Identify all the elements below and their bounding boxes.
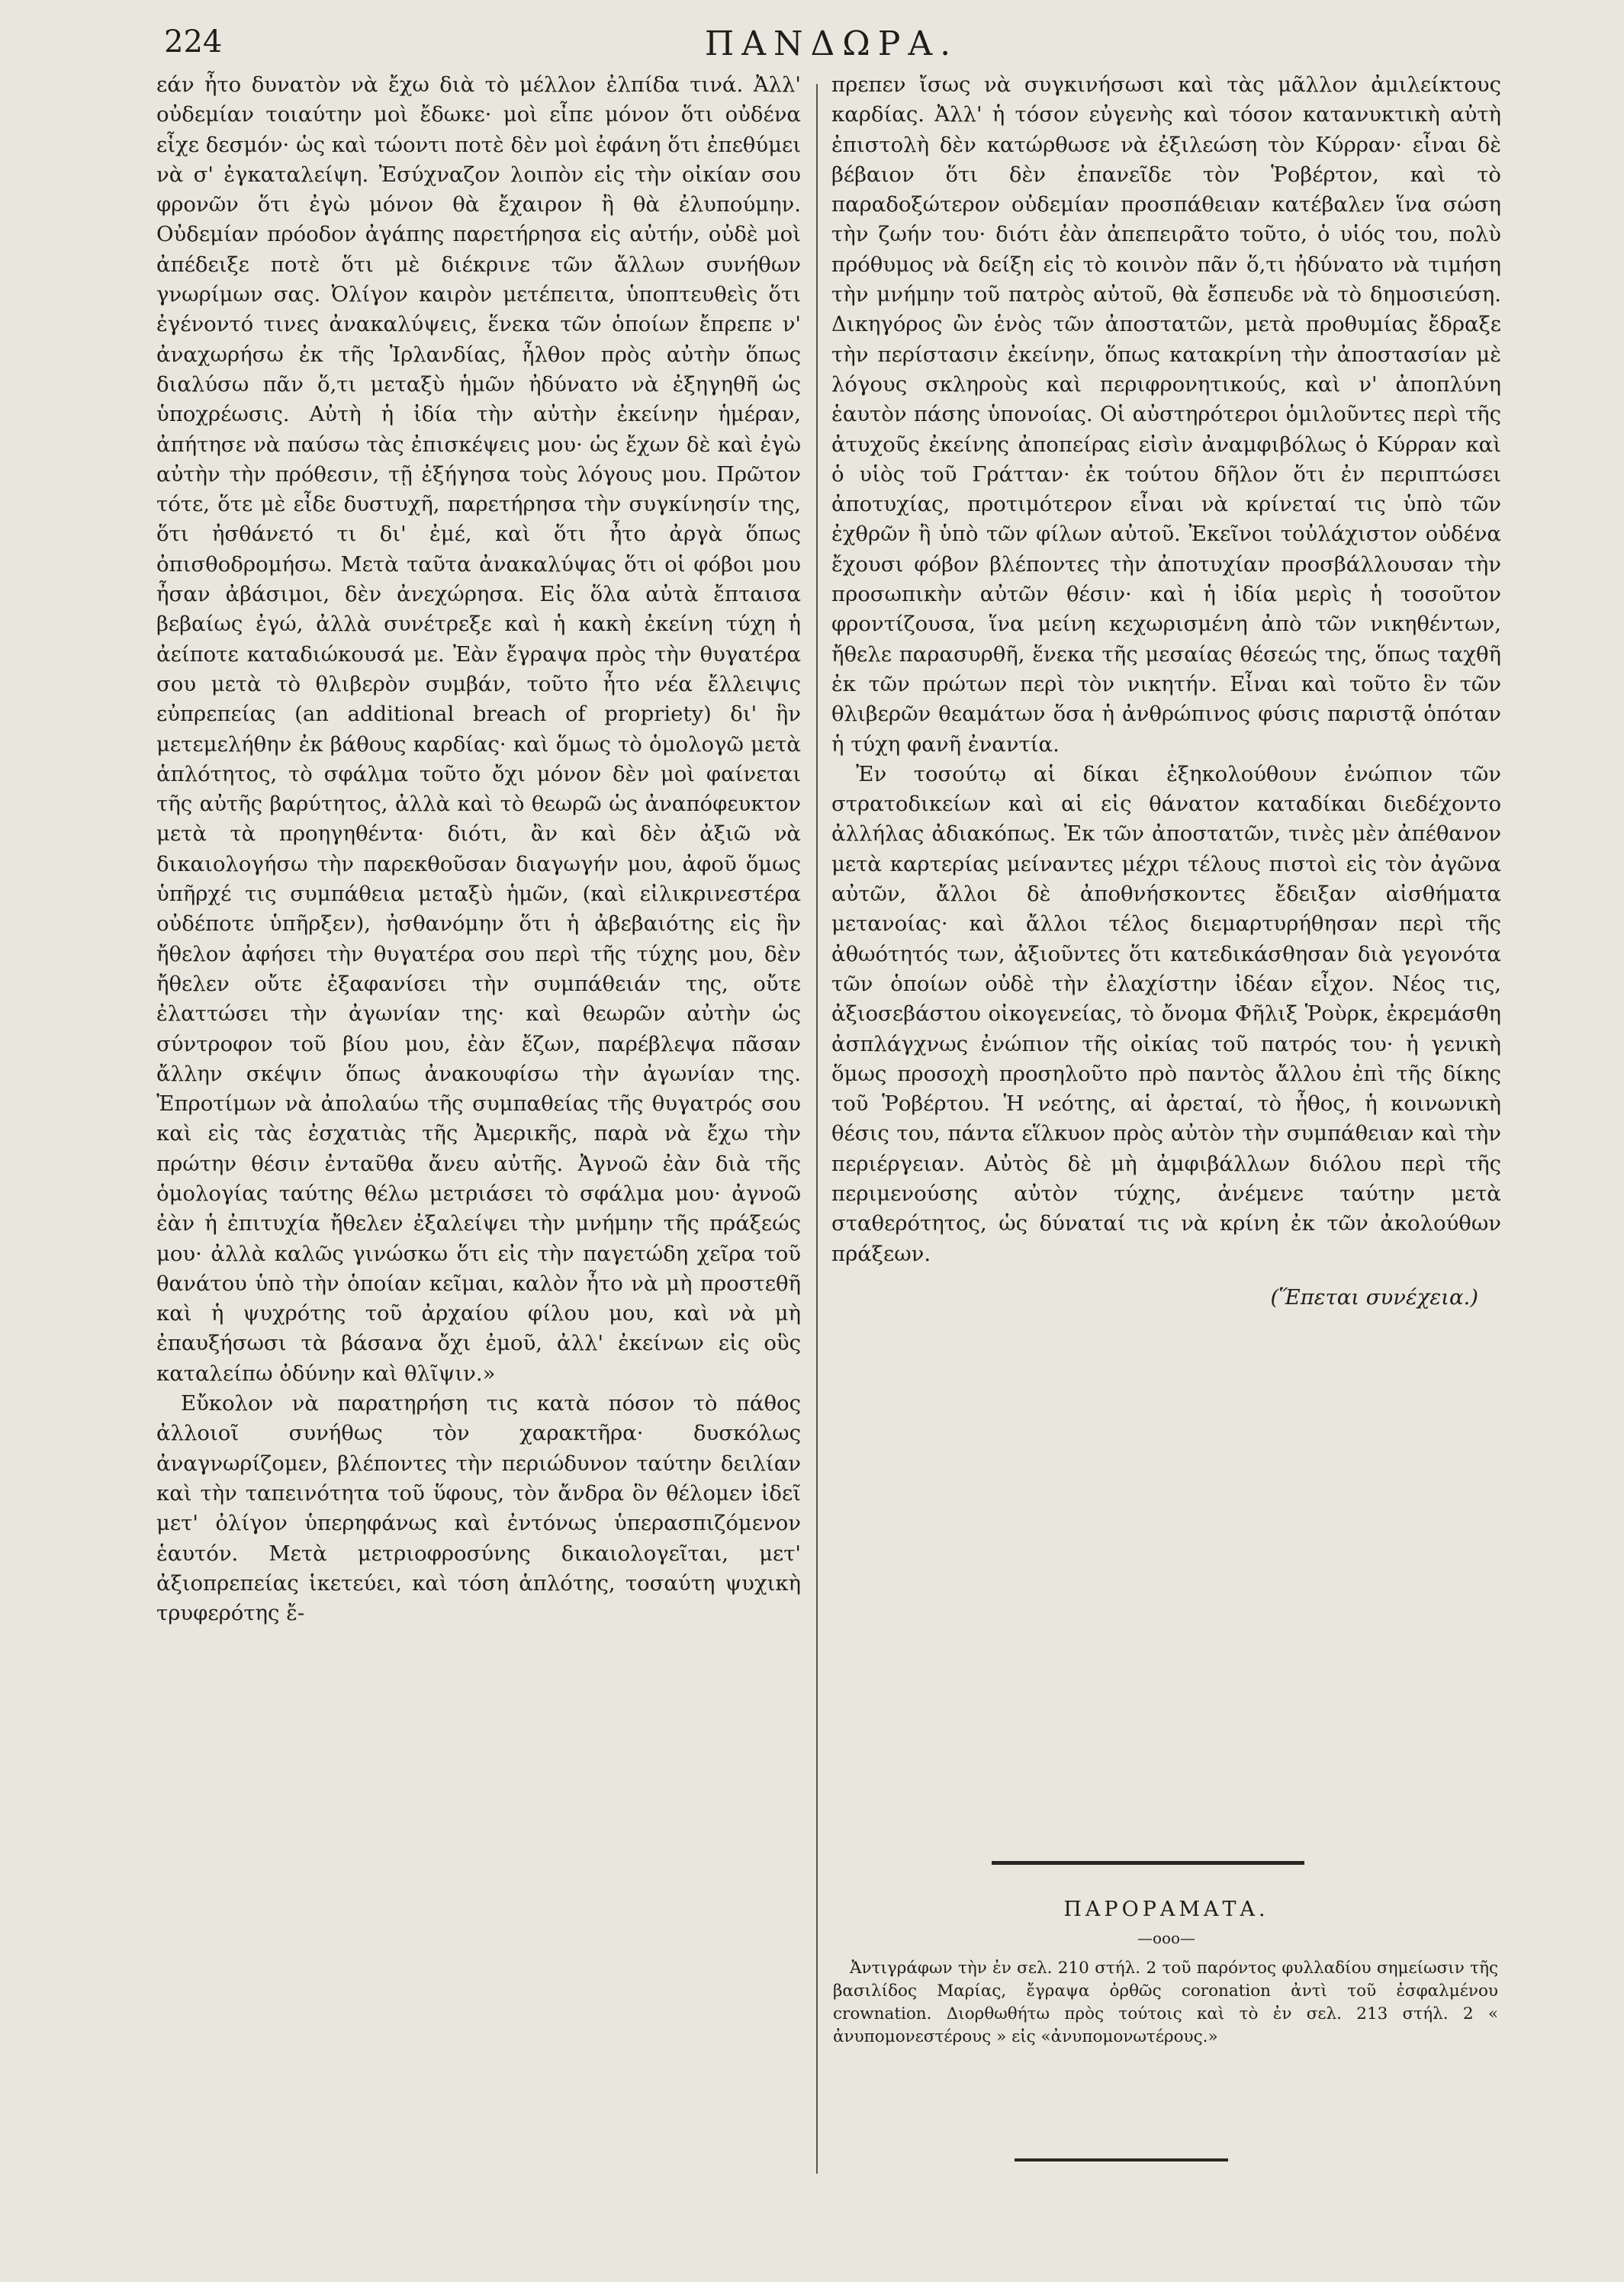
- errata-text: Ἀντιγράφων τὴν ἐν σελ. 210 στήλ. 2 τοῦ παρόντος φυλλαδίου σημείωσιν τῆς βασιλίδος Μαρίας, ἔγραψα ὀρθῶς coronation ἀντὶ τοῦ ἐσφαλμένου crownation. Διορθωθήτω πρὸς τούτοις καὶ τὸ ἐν σελ. 213 στήλ. 2 « ἀνυπομονεστέρους » εἰς «ἀνυπομονωτέρους.»: [833, 1959, 1498, 2046]
- page-number: 224: [164, 24, 223, 59]
- left-column: [156, 70, 801, 1628]
- section-rule: [992, 1861, 1304, 1865]
- right-column: [831, 70, 1501, 1313]
- left-paragraph-1: εάν ἦτο δυνατὸν νὰ ἔχω διὰ τὸ μέλλον ἐλπίδα τινά. Ἀλλ' οὐδεμίαν τοιαύτην μοὶ ἔδωκε· μοὶ εἶπε μόνον ὅτι οὐδένα εἶχε δεσμόν· ὡς καὶ τώοντι ποτὲ δὲν μοὶ ἐφάνη ὅτι ἐπεθύμει νὰ σ' ἐγκαταλείψη. Ἐσύχναζον λοιπὸν εἰς τὴν οἰκίαν σου φρονῶν ὅτι ἐγὼ μόνον θὰ ἔχαιρον ἢ θὰ ἐλυπούμην. Οὐδεμίαν πρόοδον ἀγάπης παρετήρησα εἰς αὐτήν, οὐδὲ μοὶ ἀπέδειξε ποτὲ ὅτι μὲ διέκρινε τῶν ἄλλων συνήθων γνωρίμων σας. Ὀλίγον καιρὸν μετέπειτα, ὑποπτευθεὶς ὅτι ἐγένοντό τινες ἀνακαλύψεις, ἕνεκα τῶν ὁποίων ἔπρεπε ν' ἀναχωρήσω ἐκ τῆς Ἰρλανδίας, ἦλθον πρὸς αὐτὴν ὅπως διαλύσω πᾶν ὅ,τι μεταξὺ ἡμῶν ἠδύνατο νὰ ἐξηγηθῆ ὡς ὑποχρέωσις. Αὐτὴ ἡ ἰδία τὴν αὐτὴν ἐκείνην ἡμέραν, ἀπήτησε νὰ παύσω τὰς ἐπισκέψεις μου· ὡς ἔχων δὲ καὶ ἐγὼ αὐτὴν τὴν πρόθεσιν, τῇ ἐξήγησα τοὺς λόγους μου. Πρῶτον τότε, ὅτε μὲ εἶδε δυστυχῆ, παρετήρησα τὴν συγκίνησίν της, ὅτι ἠσθάνετό τι δι' ἐμέ, καὶ ὅτι ἦτο ἀργὰ ὅπως ὀπισθοδρομήσω. Μετὰ ταῦτα ἀνακαλύψας ὅτι οἱ φόβοι μου ἦσαν ἀβάσιμοι, δὲν ἀνεχώρησα. Εἰς ὅλα αὐτὰ ἔπταισα βεβαίως ἐγώ, ἀλλὰ συνέτρεξε καὶ ἡ κακὴ ἐκείνη τύχη ἡ ἀείποτε καταδιώκουσά με. Ἐὰν ἔγραψα πρὸς τὴν θυγατέρα σου μετὰ τὸ θλιβερὸν συμβάν, τοῦτο ἦτο νέα ἔλλειψις εὐπρεπείας (an additional breach of propriety) δι' ἣν μετεμελήθην ἐκ βάθους καρδίας· καὶ ὅμως τὸ ὁμολογῶ μετὰ ἁπλότητος, τὸ σφάλμα τοῦτο ὄχι μόνον δὲν μοὶ φαίνεται τῆς αὐτῆς βαρύτητος, ἀλλὰ καὶ τὸ θεωρῶ ὡς ἀναπόφευκτον μετὰ τὰ προηγηθέντα· διότι, ἂν καὶ δὲν ἀξιῶ νὰ δικαιολογήσω τὴν παρεκθοῦσαν διαγωγήν μου, ἀφοῦ ὅμως ὑπῆρχέ τις συμπάθεια μεταξὺ ἡμῶν, (καὶ εἰλικρινεστέρα οὐδέποτε ὑπῆρξεν), ἠσθανόμην ὅτι ἡ ἀβεβαιότης εἰς ἣν ἤθελον ἀφήσει τὴν θυγατέρα σου περὶ τῆς τύχης μου, δὲν ἤθελεν οὔτε ἐξαφανίσει τὴν συμπάθειάν της, οὔτε ἐλαττώσει τὴν ἀγωνίαν της· καὶ θεωρῶν αὐτὴν ὡς σύντροφον τοῦ βίου μου, ἐὰν ἔζων, παρέβλεψα πᾶσαν ἄλλην σκέψιν ὅπως ἀνακουφίσω τὴν ἀγωνίαν της. Ἐπροτίμων νὰ ἀπολαύω τῆς συμπαθείας τῆς θυγατρός σου καὶ εἰς τὰς ἐσχατιὰς τῆς Ἀμερικῆς, παρὰ νὰ ἔχω τὴν πρώτην θέσιν ἐνταῦθα ἄνευ αὐτῆς. Ἀγνοῶ ἐὰν διὰ τῆς ὁμολογίας ταύτης θέλω μετριάσει τὸ σφάλμα μου· ἀγνοῶ ἐὰν ἡ ἐπιτυχία ἤθελεν ἐξαλείψει τὴν μνήμην τῆς πράξεώς μου· ἀλλὰ καλῶς γινώσκω ὅτι εἰς τὴν παγετώδη χεῖρα τοῦ θανάτου ὑπὸ τὴν ὁποίαν κεῖμαι, καλὸν ἦτο νὰ μὴ προστεθῆ καὶ ἡ ψυχρότης τοῦ ἀρχαίου φίλου μου, καὶ νὰ μὴ ἐπαυξήσωσι τὰ βάσανα ὄχι ἐμοῦ, ἀλλ' ἐκείνων εἰς οὓς καταλείπω ὀδύνην καὶ θλῖψιν.»: [156, 72, 801, 1386]
- closing-rule: [1015, 2158, 1228, 2161]
- left-paragraph-2: Εὔκολον νὰ παρατηρήση τις κατὰ πόσον τὸ πάθος ἀλλοιοῖ συνήθως τὸν χαρακτῆρα· δυσκόλως ἀναγνωρίζομεν, βλέποντες τὴν περιώδυνον ταύτην δειλίαν καὶ τὴν ταπεινότητα τοῦ ὕφους, τὸν ἄνδρα ὃν θέλομεν ἰδεῖ μετ' ὀλίγον ὑπερηφάνως καὶ ἐντόνως ὑπερασπιζόμενον ἑαυτόν. Μετὰ μετριοφροσύνης δικαιολογεῖται, μετ' ἀξιοπρεπείας ἱκετεύει, καὶ τόση ἁπλότης, τοσαύτη ψυχικὴ τρυφερότης ἔ-: [156, 1391, 801, 1626]
- right-paragraph-2: Ἐν τοσούτῳ αἱ δίκαι ἐξηκολούθουν ἐνώπιον τῶν στρατοδικείων καὶ αἱ εἰς θάνατον καταδίκαι διεδέχοντο ἀλλήλας ἀδιακόπως. Ἐκ τῶν ἀποστατῶν, τινὲς μὲν ἀπέθανον μετὰ καρτερίας μείναντες μέχρι τέλους πιστοὶ εἰς τὸν ἀγῶνα αὐτῶν, ἄλλοι δὲ ἀποθνήσκοντες ἔδειξαν αἰσθήματα μετανοίας· καὶ ἄλλοι τέλος διεμαρτυρήθησαν περὶ τῆς ἀθωότητός των, ἀξιοῦντες ὅτι κατεδικάσθησαν διὰ γεγονότα τῶν ὁποίων οὐδὲ τὴν ἐλαχίστην ἰδέαν εἶχον. Νέος τις, ἀξιοσεβάστου οἰκογενείας, τὸ ὄνομα Φῆλιξ Ῥοὺρκ, ἐκρεμάσθη ἀσπλάγχνως ἐνώπιον τῆς οἰκίας τοῦ πατρός του· ἡ γενικὴ ὅμως προσοχὴ προσηλοῦτο πρὸ παντὸς ἄλλου ἐπὶ τῆς δίκης τοῦ Ῥοβέρτου. Ἡ νεότης, αἱ ἀρεταί, τὸ ἦθος, ἡ κοινωνικὴ θέσις του, πάντα εἵλκυον πρὸς αὐτὸν τὴν συμπάθειαν καὶ τὴν περιέργειαν. Αὐτὸς δὲ μὴ ἀμφιβάλλων διόλου περὶ τῆς περιμενούσης αὐτὸν τύχης, ἀνέμενε ταύτην μετὰ σταθερότητος, ὡς δύναταί τις νὰ κρίνη ἐκ τῶν ἀκολούθων πράξεων.: [831, 761, 1501, 1266]
- errata-separator: —οοο—: [1137, 1929, 1196, 1947]
- column-divider: [816, 84, 818, 2174]
- continued-note: (Ἕπεται συνέχεια.): [1270, 1284, 1478, 1310]
- errata-heading: ΠΑΡΟΡΑΜΑΤΑ.: [1063, 1898, 1269, 1921]
- right-paragraph-1: πρεπεν ἴσως νὰ συγκινήσωσι καὶ τὰς μᾶλλον ἀμιλείκτους καρδίας. Ἀλλ' ἡ τόσον εὐγενὴς καὶ τόσον κατανυκτικὴ αὐτὴ ἐπιστολὴ δὲν κατώρθωσε νὰ ἐξιλεώση τὸν Κύρραν· εἶναι δὲ βέβαιον ὅτι δὲν ἐπανεῖδε τὸν Ῥοβέρτον, καὶ τὸ παραδοξώτερον οὐδεμίαν προσπάθειαν κατέβαλεν ἵνα σώση τὴν ζωήν του· διότι ἐὰν ἀπεπειρᾶτο τοῦτο, ὁ υἱός του, πολὺ πρόθυμος νὰ δείξη εἰς τὸ κοινὸν πᾶν ὅ,τι ἠδύνατο νὰ τιμήση τὴν μνήμην τοῦ πατρὸς αὐτοῦ, θὰ ἔσπευδε νὰ τὸ δημοσιεύση. Δικηγόρος ὢν ἑνὸς τῶν ἀποστατῶν, μετὰ προθυμίας ἔδραξε τὴν περίστασιν ἐκείνην, ὅπως κατακρίνη τὴν ἀποστασίαν μὲ λόγους σκληροὺς καὶ περιφρονητικούς, καὶ ν' ἀποπλύνη ἑαυτὸν πάσης ὑπονοίας. Οἱ αὐστηρότεροι ὁμιλοῦντες περὶ τῆς ἀτυχοῦς ἐκείνης ἀποπείρας εἰσὶν ἀναμφιβόλως ὁ Κύρραν καὶ ὁ υἱὸς τοῦ Γράτταν· ἐκ τούτου δῆλον ὅτι ἐν περιπτώσει ἀποτυχίας, προτιμότερον εἶναι νὰ κρίνεταί τις ὑπὸ τῶν ἐχθρῶν ἢ ὑπὸ τῶν φίλων αὐτοῦ. Ἐκεῖνοι τοὐλάχιστον οὐδένα ἔχουσι φόβον βλέποντες τὴν ἀποτυχίαν προσβάλλουσαν τὴν προσωπικὴν αὐτῶν θέσιν· καὶ ἡ ἰδία μερὶς ἡ τοσοῦτον φροντίζουσα, ἵνα μείνη κεχωρισμένη ἀπὸ τῶν νικηθέντων, ἤθελε παρασυρθῆ, ἕνεκα τῆς μεσαίας θέσεώς της, ὅπως ταχθῆ ἐκ τῶν πρώτων περὶ τὸν νικητήν. Εἶναι καὶ τοῦτο ἓν τῶν θλιβερῶν θεαμάτων ὅσα ἡ ἀνθρώπινος φύσις παριστᾷ ὁπόταν ἡ τύχη φανῆ ἐναντία.: [831, 72, 1501, 757]
- running-title: ΠΑΝΔΩΡΑ.: [704, 24, 959, 63]
